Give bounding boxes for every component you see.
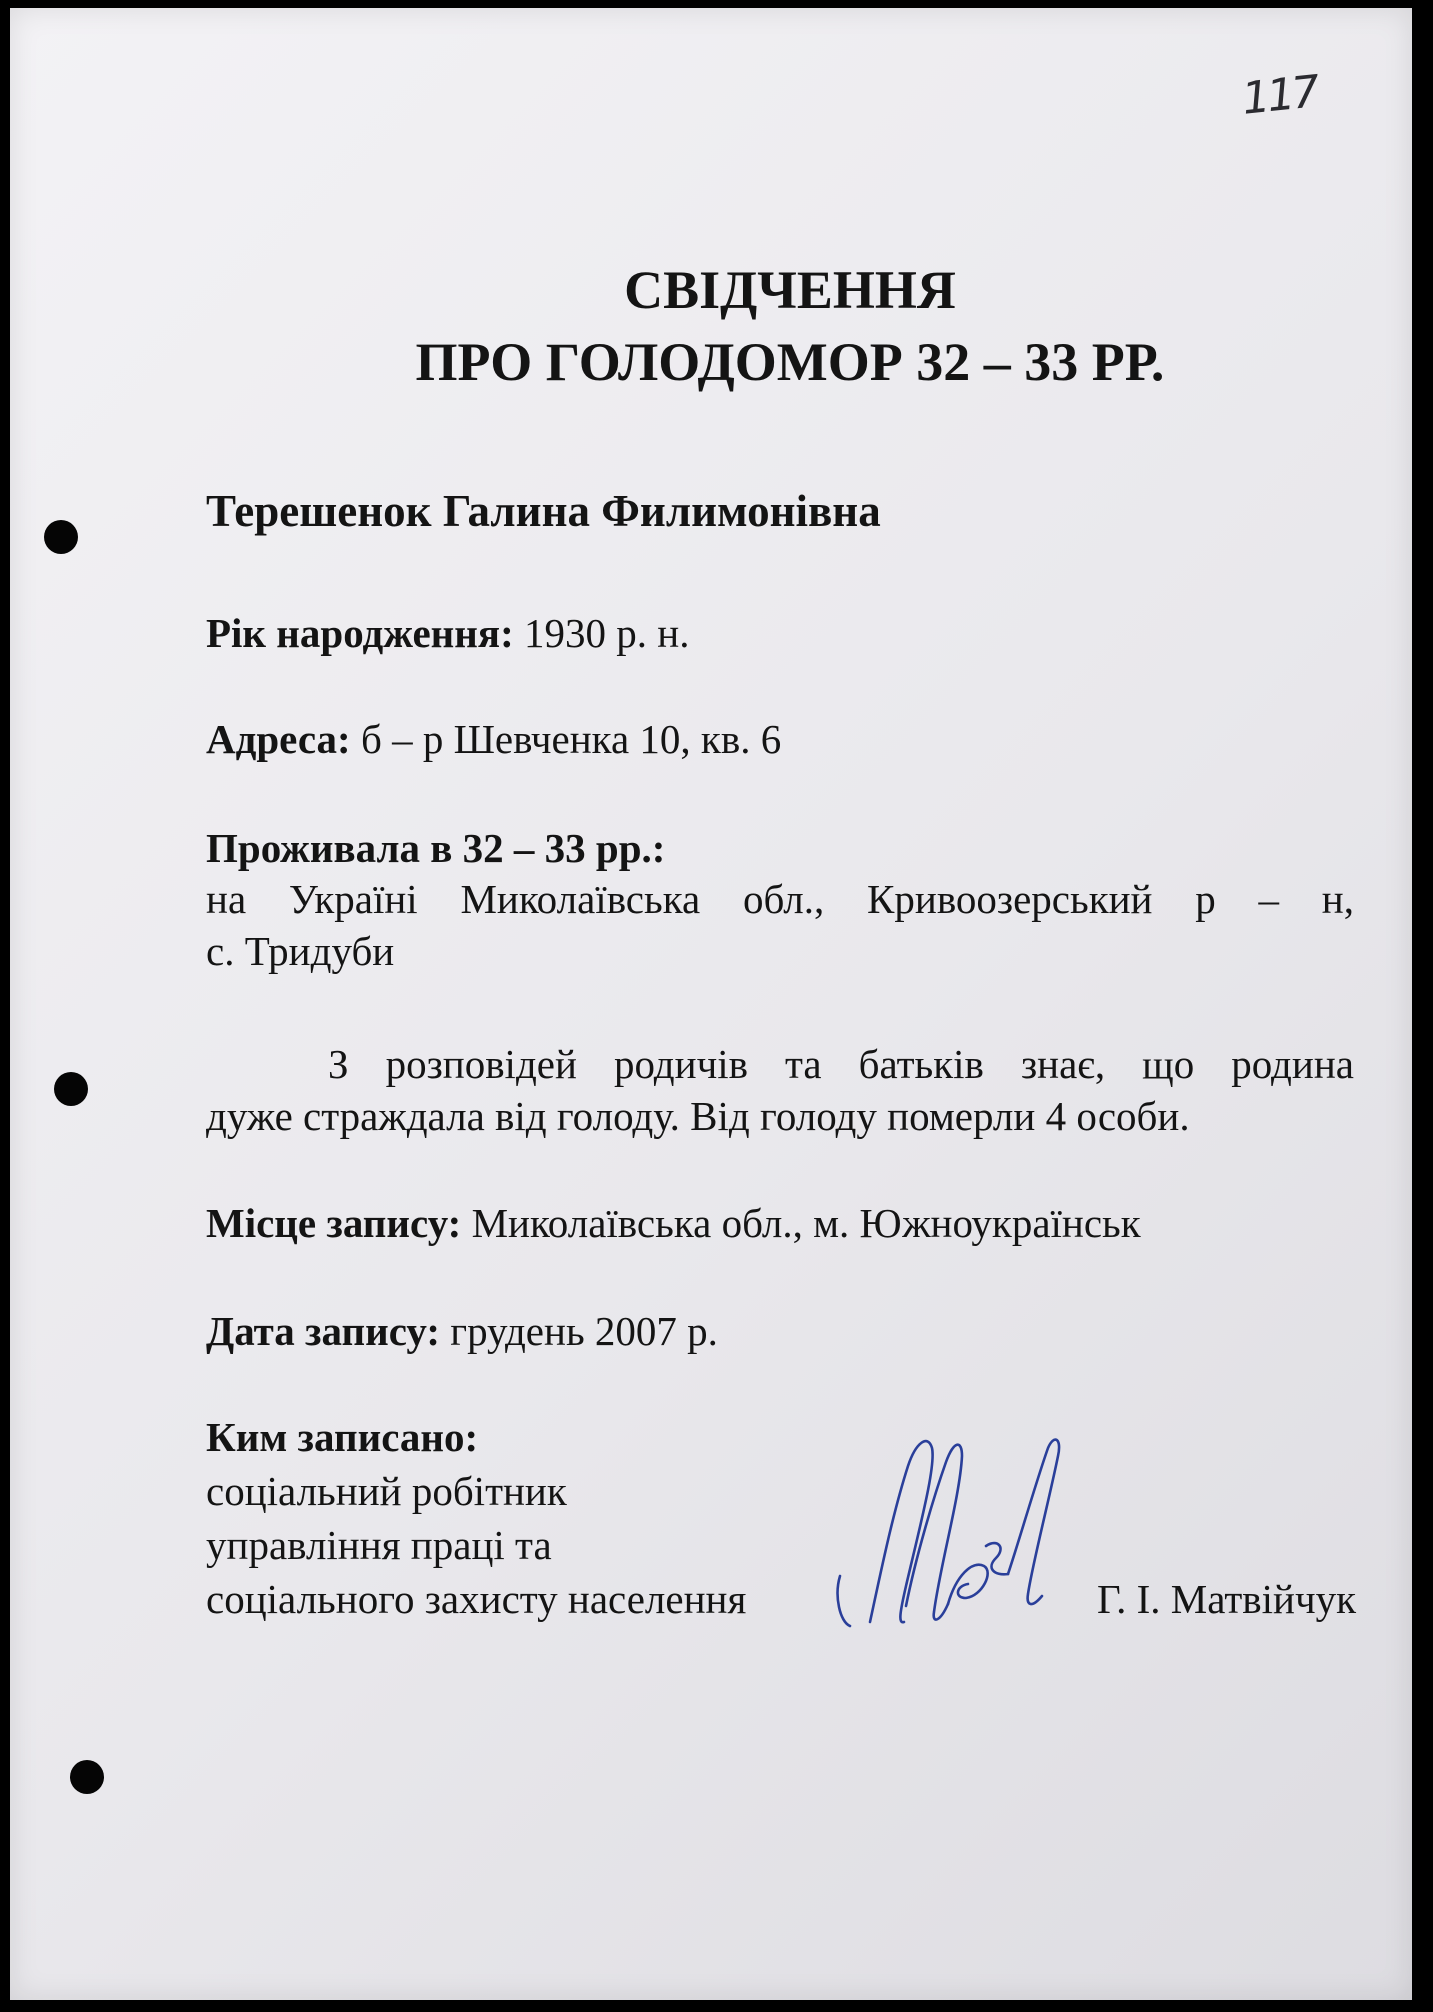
record-place-row [206, 1198, 1354, 1248]
punch-hole [54, 1072, 88, 1106]
record-date-value: грудень 2007 р. [450, 1308, 718, 1354]
birth-year-value: 1930 р. н. [524, 610, 690, 656]
address-label: Адреса: [206, 716, 351, 762]
recorder-position-line: соціальний робітник [206, 1468, 567, 1514]
residence-line: на Україні Миколаївська обл., Кривоозерський р – н, [206, 876, 1354, 922]
residence-line: с. Тридуби [206, 928, 395, 974]
recorded-by-label: Ким записано: [206, 1414, 479, 1460]
recorder-name: Г. І. Матвійчук [1097, 1576, 1356, 1622]
record-place-label: Місце запису: [206, 1200, 462, 1246]
person-name: Терешенок Галина Филимонівна [206, 486, 881, 536]
archive-number: 117 [1239, 66, 1320, 125]
punch-hole [44, 520, 78, 554]
signature-icon [836, 1426, 1106, 1636]
recorder-position-line: управління праці та [206, 1522, 552, 1568]
document-page [10, 8, 1412, 2000]
testimony-line: З розповідей родичів та батьків знає, що родина [328, 1041, 1354, 1087]
record-date-label: Дата запису: [206, 1308, 440, 1354]
address-row [206, 714, 1354, 764]
address-value: б – р Шевченка 10, кв. 6 [360, 716, 782, 762]
residence-label: Проживала в 32 – 33 рр.: [206, 825, 666, 871]
record-date-row [206, 1306, 1354, 1356]
testimony-line: дуже страждала від голоду. Від голоду померли 4 особи. [206, 1093, 1190, 1139]
birth-year-label: Рік народження: [206, 610, 514, 656]
recorder-position-line: соціального захисту населення [206, 1576, 747, 1622]
document-subtitle: ПРО ГОЛОДОМОР 32 – 33 РР. [415, 332, 1165, 392]
record-place-value: Миколаївська обл., м. Южноукраїнськ [471, 1200, 1141, 1246]
birth-year-row [206, 608, 1354, 658]
document-title: СВІДЧЕННЯ [624, 260, 956, 320]
punch-hole [70, 1760, 104, 1794]
